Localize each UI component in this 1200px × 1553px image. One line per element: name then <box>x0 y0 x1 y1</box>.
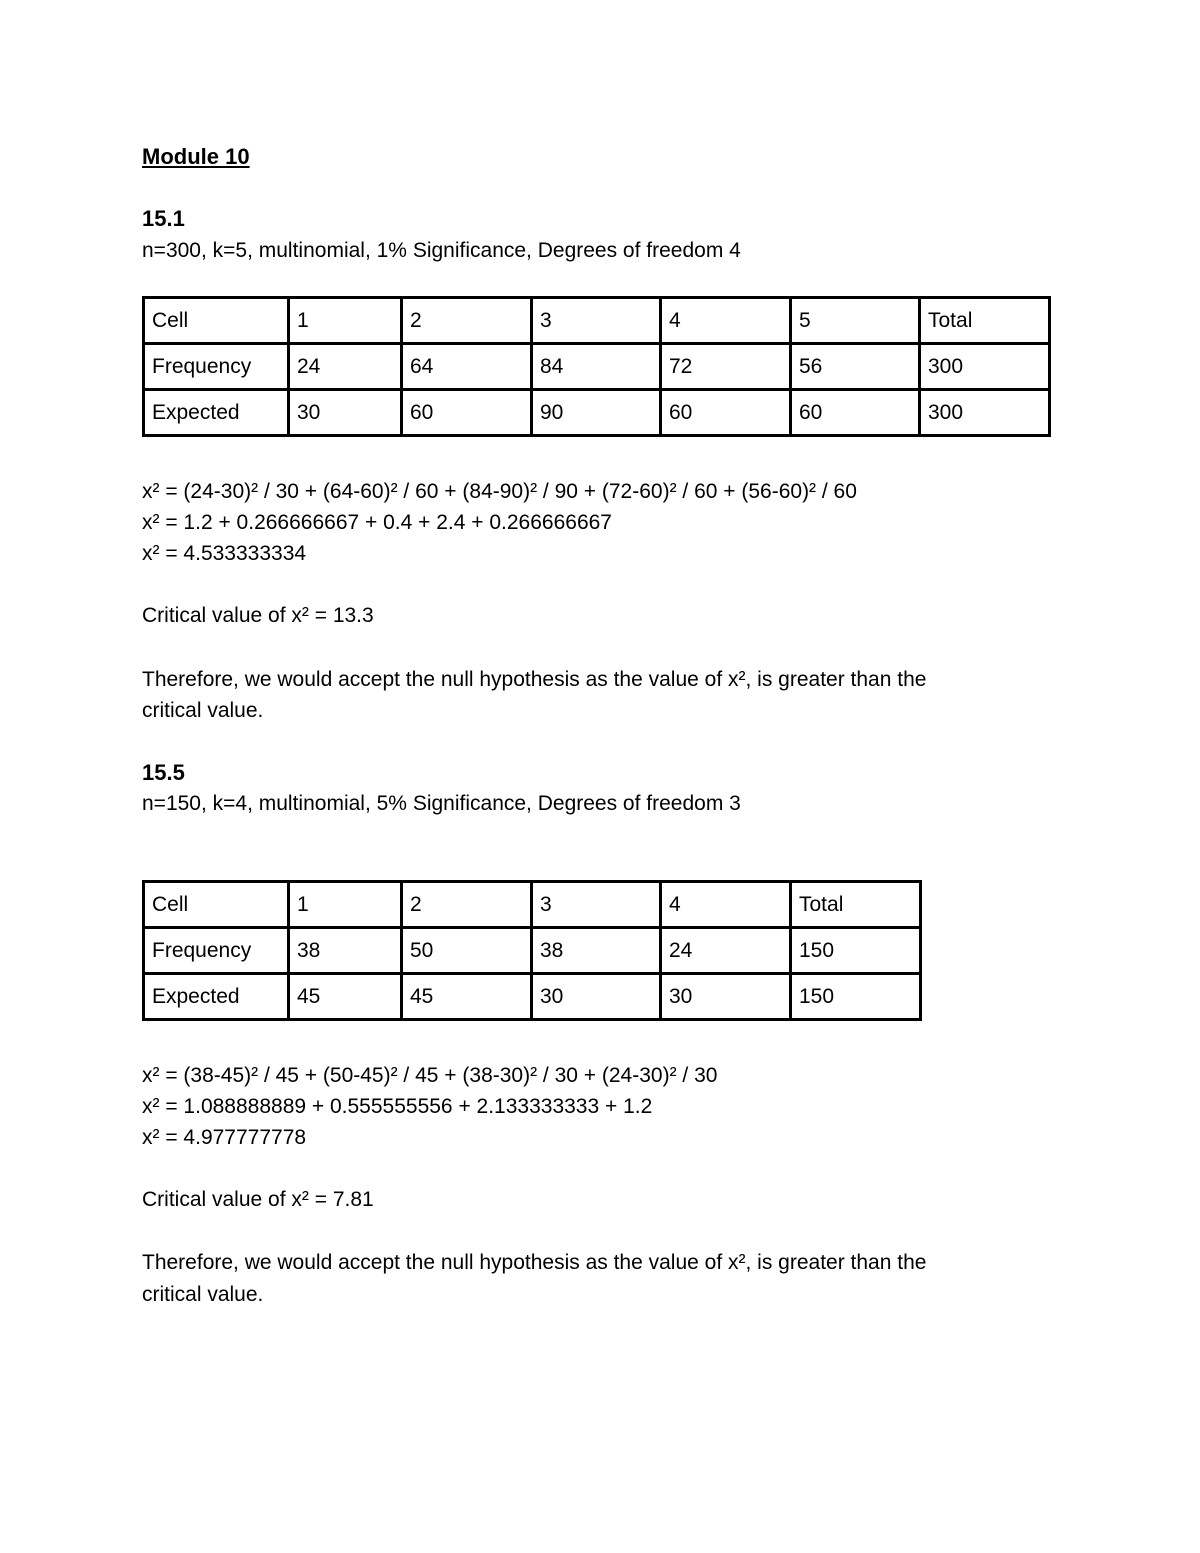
table-cell: Cell <box>144 882 289 928</box>
equation-line: x² = (24-30)² / 30 + (64-60)² / 60 + (84-90)² / 90 + (72-60)² / 60 + (56-60)² / 60 <box>142 480 857 503</box>
table-cell: 56 <box>791 344 920 390</box>
equation-line: x² = 4.533333334 <box>142 542 307 565</box>
equation-line: x² = 1.088888889 + 0.555555556 + 2.133333333 + 1.2 <box>142 1095 653 1118</box>
table-cell: 4 <box>661 882 791 928</box>
equation-line: x² = 4.977777778 <box>142 1126 307 1149</box>
table-cell: 90 <box>532 390 661 436</box>
table-cell: 2 <box>402 298 532 344</box>
table-cell: 300 <box>920 390 1050 436</box>
frequency-table-15-1 <box>142 296 1051 437</box>
table-cell: 45 <box>289 974 402 1020</box>
section-heading-15-5: 15.5 <box>142 760 185 785</box>
page-title: Module 10 <box>142 144 250 169</box>
table-cell: 3 <box>532 882 661 928</box>
table-cell: 30 <box>532 974 661 1020</box>
table-cell: 38 <box>532 928 661 974</box>
table-cell: 3 <box>532 298 661 344</box>
equation-line: x² = 1.2 + 0.266666667 + 0.4 + 2.4 + 0.266666667 <box>142 511 612 534</box>
table-cell: 30 <box>661 974 791 1020</box>
critical-value-text: Critical value of x² = 13.3 <box>142 604 374 627</box>
table-cell: 72 <box>661 344 791 390</box>
section-params-15-1: n=300, k=5, multinomial, 1% Significance, Degrees of freedom 4 <box>142 239 741 262</box>
conclusion-text: Therefore, we would accept the null hypothesis as the value of x², is greater than the <box>142 668 927 691</box>
conclusion-text: critical value. <box>142 1283 264 1306</box>
table-row <box>144 390 1050 436</box>
section-heading-15-1: 15.1 <box>142 206 185 231</box>
table-cell: 24 <box>289 344 402 390</box>
equation-line: x² = (38-45)² / 45 + (50-45)² / 45 + (38-30)² / 30 + (24-30)² / 30 <box>142 1064 718 1087</box>
table-cell: 60 <box>661 390 791 436</box>
table-cell: Expected <box>144 974 289 1020</box>
table-row <box>144 928 921 974</box>
table-cell: 2 <box>402 882 532 928</box>
table-cell: 30 <box>289 390 402 436</box>
table-cell: 1 <box>289 298 402 344</box>
table-cell: 60 <box>402 390 532 436</box>
table-row <box>144 882 921 928</box>
frequency-table-15-5 <box>142 880 922 1021</box>
table-cell: 4 <box>661 298 791 344</box>
table-cell: Total <box>791 882 921 928</box>
table-cell: 150 <box>791 974 921 1020</box>
conclusion-text: critical value. <box>142 699 264 722</box>
table-cell: 300 <box>920 344 1050 390</box>
conclusion-text: Therefore, we would accept the null hypothesis as the value of x², is greater than the <box>142 1251 927 1274</box>
table-cell: Total <box>920 298 1050 344</box>
table-row <box>144 344 1050 390</box>
table-cell: 5 <box>791 298 920 344</box>
table-cell: 64 <box>402 344 532 390</box>
table-cell: 150 <box>791 928 921 974</box>
table-cell: 50 <box>402 928 532 974</box>
table-cell: 24 <box>661 928 791 974</box>
table-cell: 38 <box>289 928 402 974</box>
table-cell: Frequency <box>144 344 289 390</box>
table-cell: Frequency <box>144 928 289 974</box>
table-cell: 1 <box>289 882 402 928</box>
table-cell: Cell <box>144 298 289 344</box>
table-cell: 45 <box>402 974 532 1020</box>
critical-value-text: Critical value of x² = 7.81 <box>142 1188 374 1211</box>
table-cell: 60 <box>791 390 920 436</box>
table-cell: Expected <box>144 390 289 436</box>
section-params-15-5: n=150, k=4, multinomial, 5% Significance, Degrees of freedom 3 <box>142 792 741 815</box>
table-row <box>144 974 921 1020</box>
table-row <box>144 298 1050 344</box>
table-cell: 84 <box>532 344 661 390</box>
